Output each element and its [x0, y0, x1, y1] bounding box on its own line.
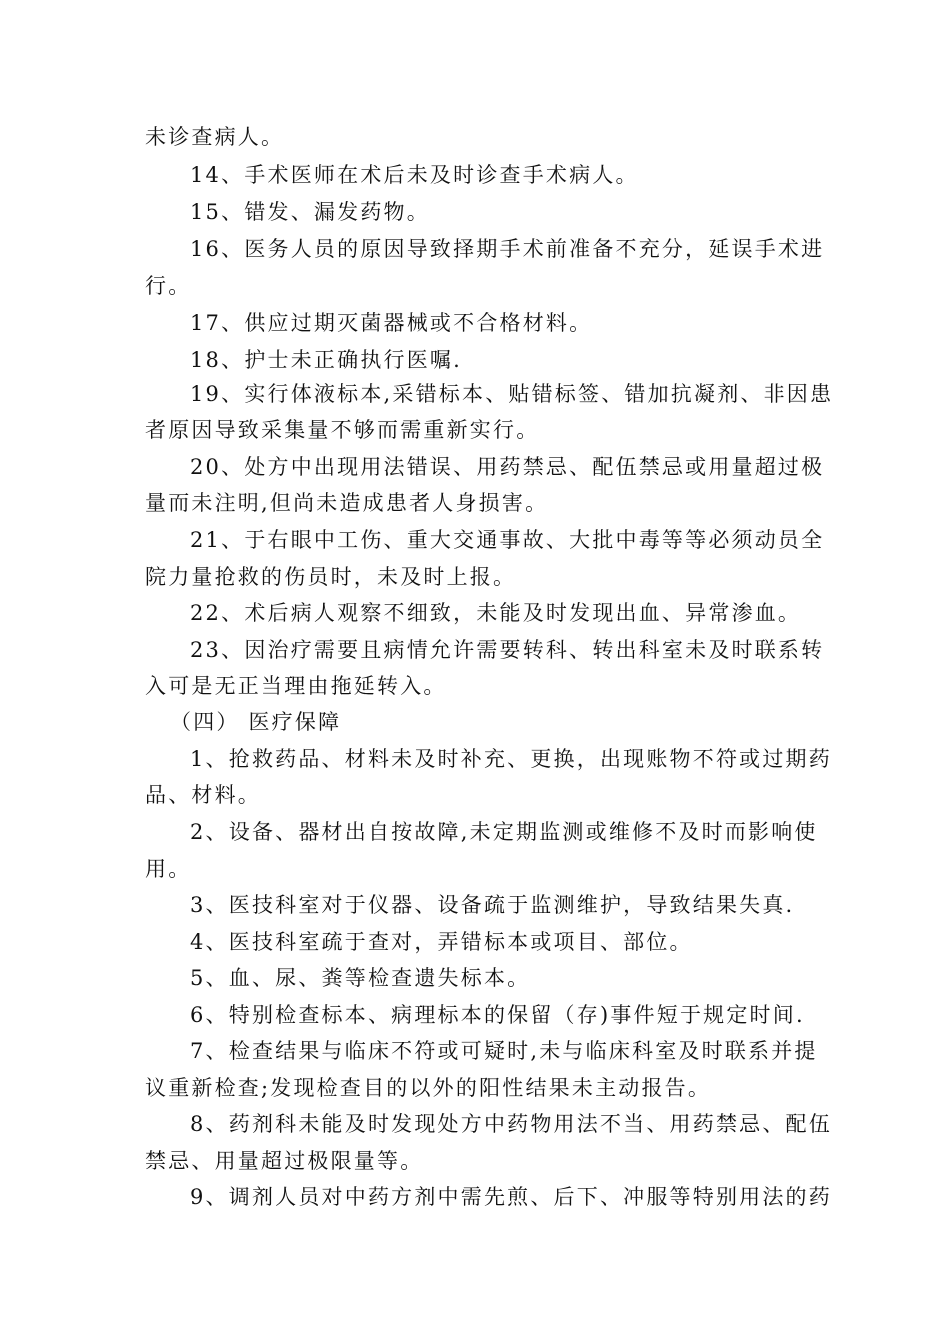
text-line-11: 量而未注明,但尚未造成患者人身损害。 [145, 491, 549, 515]
section-heading: （四） 医疗保障 [170, 710, 342, 734]
text-line-9: 者原因导致采集量不够而需重新实行。 [145, 418, 540, 442]
text-line-15: 23、因治疗需要且病情允许需要转科、转出科室未及时联系转 [190, 638, 825, 662]
text-line-6: 17、供应过期灭菌器械或不合格材料。 [190, 311, 593, 335]
text-line-26: 7、检查结果与临床不符或可疑时,未与临床科室及时联系并提 [190, 1039, 818, 1063]
text-line-28: 8、药剂科未能及时发现处方中药物用法不当、用药禁忌、配伍 [190, 1112, 832, 1136]
text-line-16: 入可是无正当理由拖延转入。 [145, 674, 447, 698]
text-line-14: 22、术后病人观察不细致，未能及时发现出血、异常渗血。 [190, 601, 802, 625]
text-line-12: 21、于右眼中工伤、重大交通事故、大批中毒等等必须动员全 [190, 528, 825, 552]
text-line-19: 品、材料。 [145, 783, 261, 807]
text-line-27: 议重新检查;发现检查目的以外的阳性结果未主动报告。 [145, 1076, 712, 1100]
text-line-1: 未诊查病人。 [145, 125, 285, 149]
text-line-13: 院力量抢救的伤员时，未及时上报。 [145, 565, 517, 589]
text-line-7: 18、护士未正确执行医嘱. [190, 348, 462, 372]
text-line-24: 5、血、尿、粪等检查遗失标本。 [190, 966, 531, 990]
text-line-4: 16、医务人员的原因导致择期手术前准备不充分，延误手术进 [190, 237, 825, 261]
text-line-5: 行。 [145, 274, 192, 298]
text-line-29: 禁忌、用量超过极限量等。 [145, 1149, 424, 1173]
text-line-23: 4、医技科室疏于查对，弄错标本或项目、部位。 [190, 930, 693, 954]
text-line-20: 2、设备、器材出自按故障,未定期监测或维修不及时而影响使 [190, 820, 818, 844]
text-line-2: 14、手术医师在术后未及时诊查手术病人。 [190, 163, 639, 187]
text-line-22: 3、医技科室对于仪器、设备疏于监测维护，导致结果失真. [190, 893, 795, 917]
text-line-25: 6、特别检查标本、病理标本的保留（存)事件短于规定时间. [190, 1003, 805, 1027]
text-line-8: 19、实行体液标本,采错标本、贴错标签、错加抗凝剂、非因患 [190, 382, 834, 406]
text-line-30: 9、调剂人员对中药方剂中需先煎、后下、冲服等特别用法的药 [190, 1185, 832, 1209]
text-line-3: 15、错发、漏发药物。 [190, 200, 430, 224]
text-line-18: 1、抢救药品、材料未及时补充、更换，出现账物不符或过期药 [190, 747, 832, 771]
text-line-10: 20、处方中出现用法错误、用药禁忌、配伍禁忌或用量超过极 [190, 455, 825, 479]
text-line-21: 用。 [145, 857, 192, 881]
